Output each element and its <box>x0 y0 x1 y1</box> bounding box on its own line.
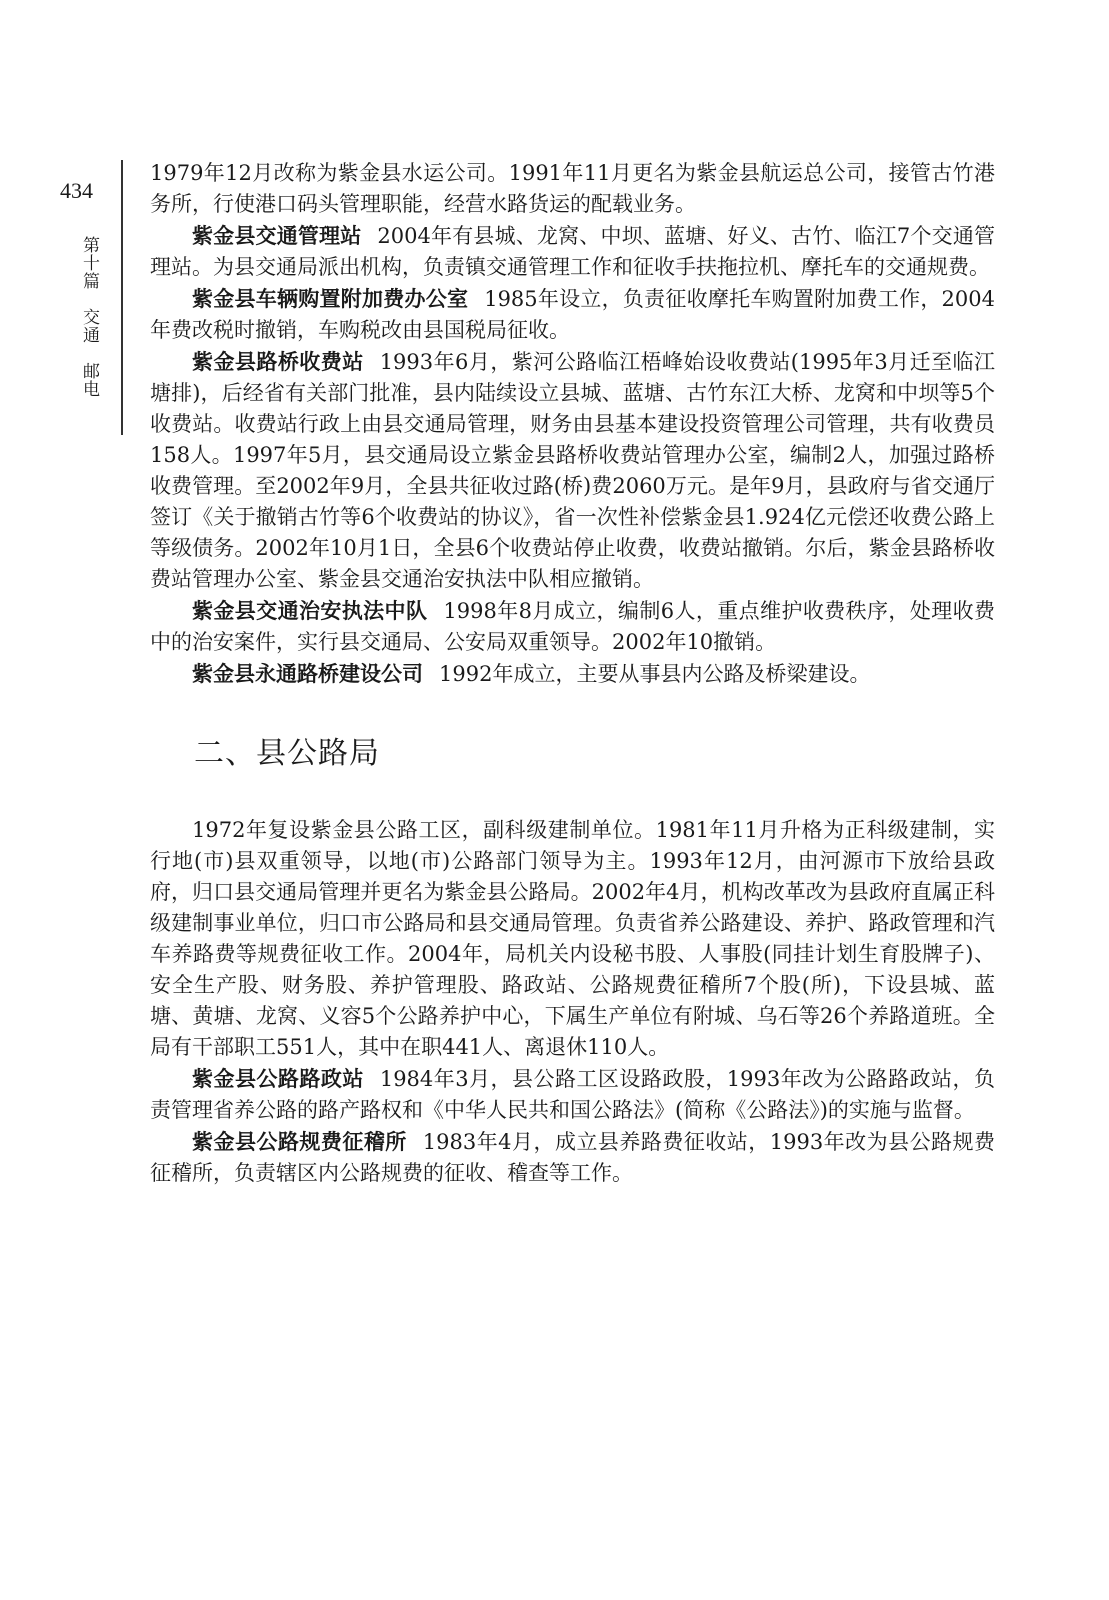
margin-rule <box>121 160 123 435</box>
entry-text: 1985年设立，负责征收摩托车购置附加费工作，2004年费改税时撤销，车购税改由县国税局征收。 <box>150 287 996 342</box>
entry-text: 2004年有县城、龙窝、中坝、蓝塘、好义、古竹、临江7个交通管理站。为县交通局派出机构，负责镇交通管理工作和征收手扶拖拉机、摩托车的交通规费。 <box>150 224 995 279</box>
chapter-side-title: 第十篇 交通 邮电 <box>79 236 99 398</box>
entry-paragraph <box>150 595 995 658</box>
entry-paragraph <box>150 346 995 595</box>
entry-title: 紫金县车辆购置附加费办公室 <box>192 286 469 311</box>
page-content <box>150 158 995 1189</box>
entry-title: 紫金县公路规费征稽所 <box>192 1129 407 1154</box>
entry-title: 紫金县永通路桥建设公司 <box>192 661 423 686</box>
entry-text: 1992年成立，主要从事县内公路及桥梁建设。 <box>439 662 871 686</box>
entry-paragraph <box>150 1063 995 1126</box>
page-number: 434 <box>60 178 93 203</box>
entry-title: 紫金县公路路政站 <box>192 1066 364 1091</box>
entry-text: 1998年8月成立，编制6人，重点维护收费秩序，处理收费中的治安案件，实行县交通局、公安局双重领导。2002年10撤销。 <box>150 599 996 654</box>
entry-title: 紫金县路桥收费站 <box>192 349 364 374</box>
entry-paragraph <box>150 220 995 283</box>
entry-paragraph <box>150 658 995 690</box>
entry-text: 1993年6月，紫河公路临江梧峰始设收费站(1995年3月迁至临江塘排)，后经省有关部门批准，县内陆续设立县城、蓝塘、古竹东江大桥、龙窝和中坝等5个收费站。收费站行政上由县交通局管理，财务由县基本建设投资管理公司管理，共有收费员158人。1997年5月，县交通局设立紫金县路桥收费站管理办公室，编制2人，加强过路桥收费管理。至2002年9月，全县共征收过路(桥)费2060万元。是年9月，县政府与省交通厅签订《关于撤销古竹等6个收费站的协议》，省一次性补偿紫金县1.924亿元偿还收费公路上等级债务。2002年10月1日，全县6个收费站停止收费，收费站撤销。尔后，紫金县路桥收费站管理办公室、紫金县交通治安执法中队相应撤销。 <box>150 350 995 591</box>
entry-paragraph <box>150 283 995 346</box>
entry-text: 1983年4月，成立县养路费征收站，1993年改为县公路规费征稽所，负责辖区内公路规费的征收、稽查等工作。 <box>150 1130 996 1185</box>
section-heading: 二、县公路局 <box>194 736 380 771</box>
entry-paragraph <box>150 1126 995 1189</box>
section-body-paragraph: 1972年复设紫金县公路工区，副科级建制单位。1981年11月升格为正科级建制，实行地(市)县双重领导，以地(市)公路部门领导为主。1993年12月，由河源市下放给县政府，归口县交通局管理并更名为紫金县公路局。2002年4月，机构改革改为县政府直属正科级建制事业单位，归口市公路局和县交通局管理。负责省养公路建设、养护、路政管理和汽车养路费等规费征收工作。2004年，局机关内设秘书股、人事股(同挂计划生育股牌子)、安全生产股、财务股、养护管理股、路政站、公路规费征稽所7个股(所)，下设县城、蓝塘、黄塘、龙窝、义容5个公路养护中心，下属生产单位有附城、乌石等26个养路道班。全局有干部职工551人，其中在职441人、离退休110人。 <box>150 818 995 1059</box>
entry-title: 紫金县交通管理站 <box>192 223 362 248</box>
intro-paragraph: 1979年12月改称为紫金县水运公司。1991年11月更名为紫金县航运总公司，接管古竹港务所，行使港口码头管理职能，经营水路货运的配载业务。 <box>150 161 995 216</box>
entry-text: 1984年3月，县公路工区设路政股，1993年改为公路路政站，负责管理省养公路的路产路权和《中华人民共和国公路法》(简称《公路法》)的实施与监督。 <box>150 1067 996 1122</box>
entry-title: 紫金县交通治安执法中队 <box>192 598 428 623</box>
